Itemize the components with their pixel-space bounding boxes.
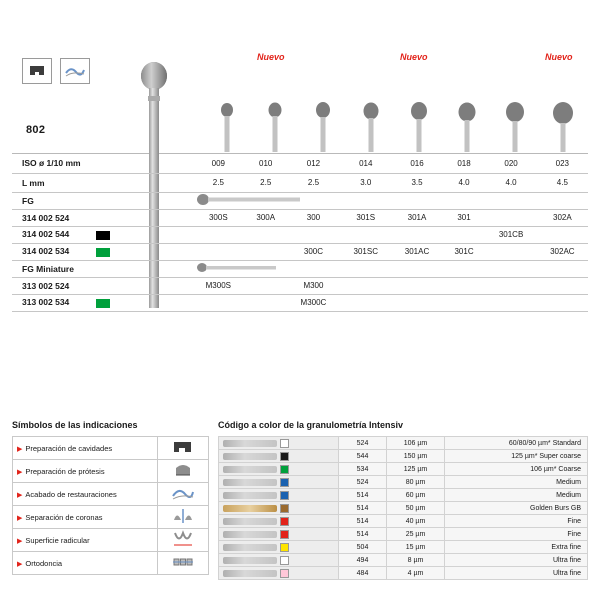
reference-value: 301 — [443, 209, 486, 226]
length-value: 2.5 — [287, 173, 340, 192]
indications-legend — [12, 420, 212, 575]
reference-value — [485, 209, 536, 226]
reference-code: 313 002 524 — [12, 277, 192, 294]
reference-value — [391, 277, 442, 294]
reference-value: 302AC — [537, 243, 588, 260]
bullet-icon: ▶ — [17, 445, 23, 453]
bur-strip-icon — [223, 479, 277, 486]
grit-bur-preview — [219, 437, 339, 450]
reference-value — [245, 243, 287, 260]
bur-strip-icon — [223, 492, 277, 499]
legend-icon-cell — [158, 529, 209, 552]
legend-icon-cell — [158, 506, 209, 529]
grit-swatch — [280, 530, 289, 539]
grit-code: 514 — [339, 515, 387, 528]
legend-label-cell — [13, 506, 158, 529]
fg-miniature-shank-illustration — [192, 260, 588, 277]
bur-illustration — [252, 101, 298, 153]
bur-strip-icon — [223, 466, 277, 473]
bur-strip-icon — [223, 518, 277, 525]
length-value: 3.5 — [391, 173, 442, 192]
bullet-icon: ▶ — [17, 514, 23, 522]
reference-value — [391, 294, 442, 311]
length-value: 4.5 — [537, 173, 588, 192]
legend-label: Superficie radicular — [25, 535, 90, 545]
grit-description: Medium — [445, 489, 588, 502]
grit-bur-preview — [219, 502, 339, 515]
legend-icon-cell — [158, 483, 209, 506]
iso-value: 014 — [340, 154, 391, 173]
length-value: 4.0 — [443, 173, 486, 192]
grit-grain: 80 µm — [387, 476, 445, 489]
legend-label-cell — [13, 460, 158, 483]
reference-value — [340, 294, 391, 311]
grit-description: Medium — [445, 476, 588, 489]
miniature-reference-row — [12, 294, 588, 311]
grit-swatch — [280, 465, 289, 474]
iso-value: 010 — [245, 154, 287, 173]
prosthesis-prep-icon — [170, 472, 196, 481]
legend-label-cell — [13, 552, 158, 575]
reference-value: 301C — [443, 243, 486, 260]
specification-table — [12, 154, 588, 312]
grit-color-code-panel — [218, 420, 588, 580]
grit-swatch-green — [96, 248, 110, 257]
colorcode-table — [218, 436, 588, 580]
bur-illustration — [492, 101, 538, 153]
indication-icon-group — [22, 58, 90, 84]
grit-code: 484 — [339, 567, 387, 580]
iso-value: 020 — [485, 154, 536, 173]
reference-code — [12, 243, 192, 260]
reference-value: M300S — [192, 277, 245, 294]
fg-shank-illustration — [192, 192, 588, 209]
legend-label: Acabado de restauraciones — [25, 489, 117, 499]
bur-illustration — [540, 101, 586, 153]
reference-value — [485, 277, 536, 294]
grit-swatch — [280, 478, 289, 487]
grit-description: Extra fine — [445, 541, 588, 554]
root-surface-icon — [170, 541, 196, 550]
grit-description: 106 µm* Coarse — [445, 463, 588, 476]
bur-strip-icon — [223, 544, 277, 551]
bur-illustration — [300, 101, 346, 153]
cavity-prep-icon — [170, 449, 196, 458]
grit-bur-preview — [219, 463, 339, 476]
reference-value — [537, 294, 588, 311]
grit-code: 514 — [339, 502, 387, 515]
legend-label-cell — [13, 437, 158, 460]
legend-label-cell — [13, 483, 158, 506]
cavity-prep-icon — [22, 58, 52, 84]
restoration-finishing-icon — [170, 495, 196, 504]
fg-label: FG — [12, 192, 192, 209]
reference-value: M300C — [287, 294, 340, 311]
colorcode-row — [219, 541, 588, 554]
grit-grain: 106 µm — [387, 437, 445, 450]
grit-swatch — [280, 504, 289, 513]
reference-value — [192, 243, 245, 260]
length-label: L mm — [12, 173, 192, 192]
length-value: 4.0 — [485, 173, 536, 192]
grit-grain: 150 µm — [387, 450, 445, 463]
colorcode-title: Código a color de la granulometría Intensiv — [218, 420, 404, 430]
colorcode-row — [219, 528, 588, 541]
grit-grain: 8 µm — [387, 554, 445, 567]
reference-value — [485, 243, 536, 260]
grit-description: Ultra fine — [445, 567, 588, 580]
grit-bur-preview — [219, 554, 339, 567]
bullet-icon: ▶ — [17, 560, 23, 568]
grit-bur-preview — [219, 567, 339, 580]
grit-code: 514 — [339, 489, 387, 502]
reference-code-text: 314 002 544 — [22, 229, 70, 240]
grit-grain: 25 µm — [387, 528, 445, 541]
legend-row — [13, 506, 209, 529]
reference-row — [12, 209, 588, 226]
colorcode-row — [219, 502, 588, 515]
iso-row — [12, 154, 588, 173]
grit-code: 544 — [339, 450, 387, 463]
grit-swatch — [280, 517, 289, 526]
grit-description: Fine — [445, 515, 588, 528]
legend-row — [13, 483, 209, 506]
reference-value: 300C — [287, 243, 340, 260]
bur-strip-icon — [223, 531, 277, 538]
reference-row — [12, 243, 588, 260]
length-value: 3.0 — [340, 173, 391, 192]
reference-value — [287, 226, 340, 243]
legend-label: Preparación de prótesis — [25, 466, 105, 476]
grit-swatch — [280, 491, 289, 500]
grit-swatch — [280, 556, 289, 565]
grit-swatch — [280, 439, 289, 448]
reference-value — [443, 277, 486, 294]
bur-strip-icon — [223, 505, 277, 512]
reference-value — [340, 277, 391, 294]
length-value: 2.5 — [245, 173, 287, 192]
grit-code: 504 — [339, 541, 387, 554]
reference-code-text: 314 002 534 — [22, 246, 70, 257]
bur-strip-icon — [223, 453, 277, 460]
reference-value: 302A — [537, 209, 588, 226]
reference-code — [12, 226, 192, 243]
grit-swatch — [280, 543, 289, 552]
reference-value: 301AC — [391, 243, 442, 260]
bullet-icon: ▶ — [17, 468, 23, 476]
bur-illustration-row — [12, 46, 588, 154]
reference-value: 301SC — [340, 243, 391, 260]
grit-description: Fine — [445, 528, 588, 541]
legend-label: Separación de coronas — [25, 512, 103, 522]
iso-label: ISO ø 1/10 mm — [12, 154, 192, 173]
colorcode-row — [219, 489, 588, 502]
reference-value — [245, 226, 287, 243]
grit-code: 534 — [339, 463, 387, 476]
crown-separation-icon — [170, 518, 196, 527]
reference-value — [245, 277, 287, 294]
grit-description: Ultra fine — [445, 554, 588, 567]
fg-miniature-section-row — [12, 260, 588, 277]
reference-value: 301S — [340, 209, 391, 226]
legend-row — [13, 529, 209, 552]
bur-illustration — [348, 101, 394, 153]
iso-value: 009 — [192, 154, 245, 173]
grit-code: 494 — [339, 554, 387, 567]
legend-icon-cell — [158, 437, 209, 460]
iso-value: 016 — [391, 154, 442, 173]
grit-grain: 4 µm — [387, 567, 445, 580]
iso-value: 018 — [443, 154, 486, 173]
colorcode-row — [219, 437, 588, 450]
reference-value — [192, 226, 245, 243]
colorcode-row — [219, 463, 588, 476]
grit-bur-preview — [219, 515, 339, 528]
nuevo-flag: Nuevo — [400, 52, 428, 62]
grit-grain: 50 µm — [387, 502, 445, 515]
legend-table — [12, 436, 209, 575]
fg-section-row — [12, 192, 588, 209]
grit-bur-preview — [219, 541, 339, 554]
reference-code — [12, 294, 192, 311]
orthodontics-icon — [170, 564, 196, 573]
legend-icon-cell — [158, 552, 209, 575]
reference-value — [340, 226, 391, 243]
legend-label: Ortodoncia — [25, 558, 63, 568]
miniature-reference-row — [12, 277, 588, 294]
bur-illustration — [444, 101, 490, 153]
colorcode-row — [219, 476, 588, 489]
reference-value — [443, 294, 486, 311]
reference-value — [537, 277, 588, 294]
grit-code: 524 — [339, 437, 387, 450]
bur-strip-icon — [223, 440, 277, 447]
bur-illustration — [396, 101, 442, 153]
fg-miniature-label: FG Miniature — [12, 260, 192, 277]
bur-illustration — [204, 101, 250, 153]
grit-bur-preview — [219, 528, 339, 541]
grit-code: 524 — [339, 476, 387, 489]
legend-label: Preparación de cavidades — [25, 443, 113, 453]
grit-description: 60/80/90 µm* Standard — [445, 437, 588, 450]
reference-value — [192, 294, 245, 311]
restoration-finishing-icon — [60, 58, 90, 84]
legend-row — [13, 437, 209, 460]
bur-strip-icon — [223, 557, 277, 564]
grit-swatch-black — [96, 231, 110, 240]
grit-swatch — [280, 452, 289, 461]
grit-grain: 15 µm — [387, 541, 445, 554]
grit-description: 125 µm* Super coarse — [445, 450, 588, 463]
reference-value: 300S — [192, 209, 245, 226]
grit-description: Golden Burs GB — [445, 502, 588, 515]
iso-value: 012 — [287, 154, 340, 173]
colorcode-row — [219, 515, 588, 528]
reference-value: M300 — [287, 277, 340, 294]
nuevo-flag: Nuevo — [545, 52, 573, 62]
legend-icon-cell — [158, 460, 209, 483]
legend-title: Símbolos de las indicaciones — [12, 420, 138, 430]
grit-grain: 40 µm — [387, 515, 445, 528]
reference-value — [443, 226, 486, 243]
reference-value — [245, 294, 287, 311]
length-value: 2.5 — [192, 173, 245, 192]
grit-swatch-green — [96, 299, 110, 308]
reference-value: 301CB — [485, 226, 536, 243]
reference-value — [537, 226, 588, 243]
grit-code: 514 — [339, 528, 387, 541]
length-row — [12, 173, 588, 192]
legend-row — [13, 552, 209, 575]
reference-code-text: 313 002 534 — [22, 297, 70, 308]
colorcode-row — [219, 450, 588, 463]
reference-value — [391, 226, 442, 243]
legend-label-cell — [13, 529, 158, 552]
reference-value: 301A — [391, 209, 442, 226]
reference-value: 300A — [245, 209, 287, 226]
grit-bur-preview — [219, 476, 339, 489]
reference-code: 314 002 524 — [12, 209, 192, 226]
bur-strip-icon — [223, 570, 277, 577]
reference-value: 300 — [287, 209, 340, 226]
reference-row — [12, 226, 588, 243]
nuevo-flag: Nuevo — [257, 52, 285, 62]
grit-bur-preview — [219, 489, 339, 502]
bullet-icon: ▶ — [17, 537, 23, 545]
iso-value: 023 — [537, 154, 588, 173]
grit-grain: 60 µm — [387, 489, 445, 502]
grit-swatch — [280, 569, 289, 578]
colorcode-row — [219, 567, 588, 580]
legend-row — [13, 460, 209, 483]
grit-bur-preview — [219, 450, 339, 463]
bullet-icon: ▶ — [17, 491, 23, 499]
product-code: 802 — [26, 124, 46, 136]
reference-value — [485, 294, 536, 311]
grit-grain: 125 µm — [387, 463, 445, 476]
colorcode-row — [219, 554, 588, 567]
